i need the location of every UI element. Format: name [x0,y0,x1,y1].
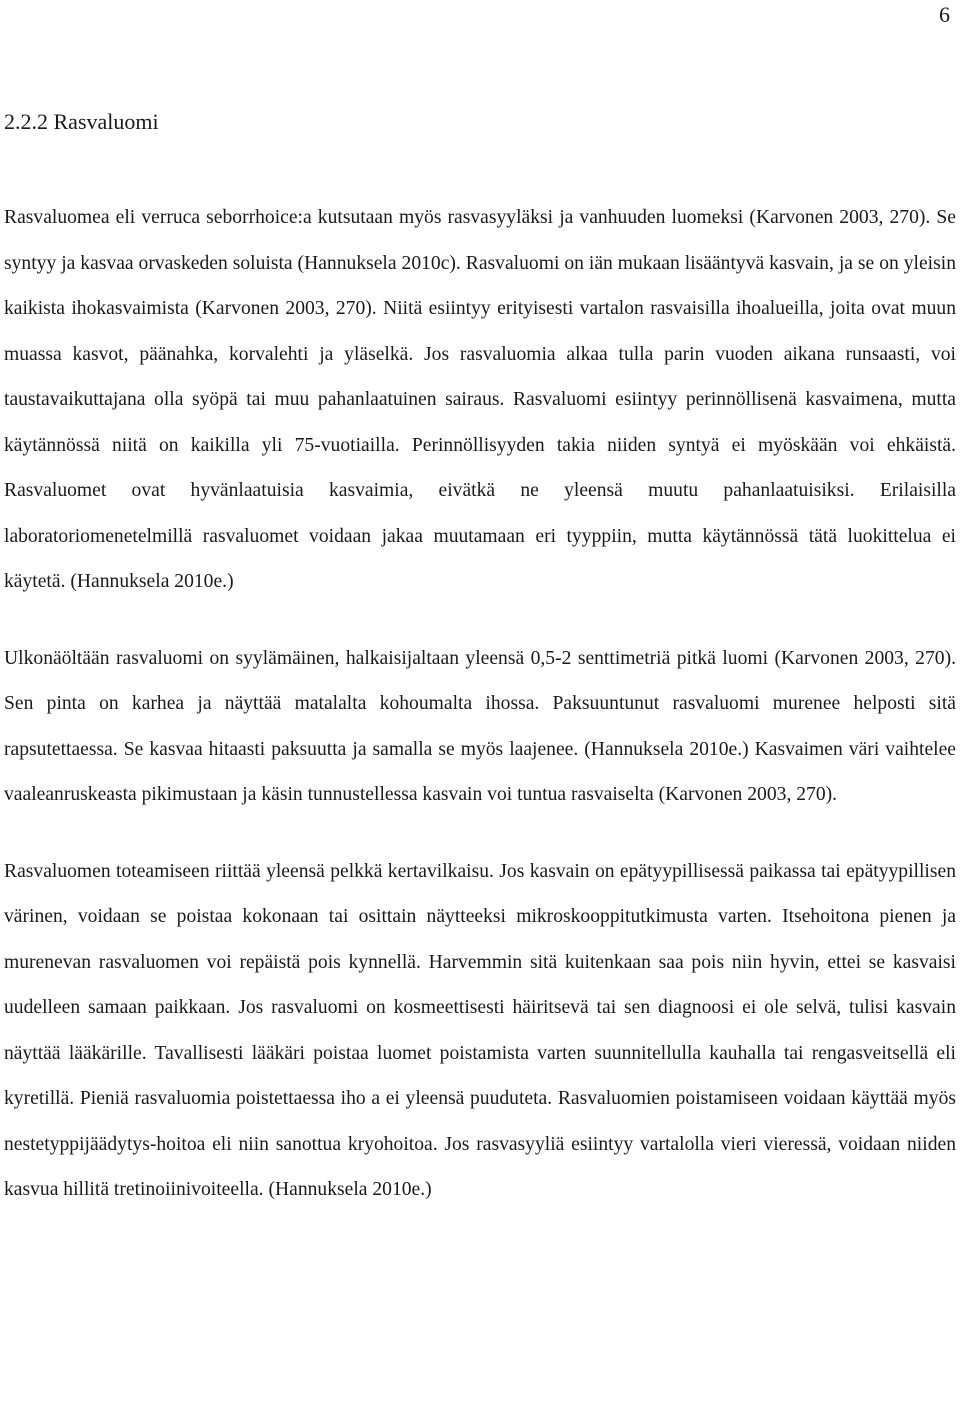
page-number: 6 [939,2,950,27]
body-text [4,195,956,1213]
paragraph-2: Ulkonäöltään rasvaluomi on syylämäinen, halkaisijaltaan yleensä 0,5-2 senttimetriä pitkä luomi (Karvonen 2003, 270). Sen pinta on karhea ja näyttää matalalta kohoumalta ihossa. Paksuuntunut rasvaluomi murenee helposti sitä rapsutettaessa. Se kasvaa hitaasti paksuutta ja samalla se myös laajenee. (Hannuksela 2010e.) Kasvaimen väri vaihtelee vaaleanruskeasta pikimustaan ja käsin tunnustellessa kasvain voi tuntua rasvaiselta (Karvonen 2003, 270). [4,647,956,805]
paragraph-3: Rasvaluomen toteamiseen riittää yleensä pelkkä kertavilkaisu. Jos kasvain on epätyypillisessä paikassa tai epätyypillisen värinen, voidaan se poistaa kokonaan tai osittain näytteeksi mikroskooppitutkimusta varten. Itsehoitona pienen ja murenevan rasvaluomen voi repäistä pois kynnellä. Harvemmin sitä kuitenkaan saa pois niin hyvin, ettei se kasvaisi uudelleen samaan paikkaan. Jos rasvaluomi on kosmeettisesti häiritsevä tai sen diagnoosi ei ole selvä, tulisi kasvain näyttää lääkärille. Tavallisesti lääkäri poistaa luomet poistamista varten suunnitellulla kauhalla tai rengasveitsellä eli kyretillä. Pieniä rasvaluomia poistettaessa iho a ei yleensä puuduteta. Rasvaluomien poistamiseen voidaan käyttää myös nestetyppijäädytys-hoitoa eli niin sanottua kryohoitoa. Jos rasvasyyliä esiintyy vartalolla vieri vieressä, voidaan niiden kasvua hillitä tretinoiinivoiteella. (Hannuksela 2010e.) [4,860,956,1200]
section-heading: 2.2.2 Rasvaluomi [4,109,159,134]
paragraph-1: Rasvaluomea eli verruca seborrhoice:a kutsutaan myös rasvasyyläksi ja vanhuuden luomeksi (Karvonen 2003, 270). Se syntyy ja kasvaa orvaskeden soluista (Hannuksela 2010c). Rasvaluomi on iän mukaan lisääntyvä kasvain, ja se on yleisin kaikista ihokasvaimista (Karvonen 2003, 270). Niitä esiintyy erityisesti vartalon rasvaisilla ihoalueilla, joita ovat muun muassa kasvot, päänahka, korvalehti ja yläselkä. Jos rasvaluomia alkaa tulla parin vuoden aikana runsaasti, voi taustavaikuttajana olla syöpä tai muu pahanlaatuinen sairaus. Rasvaluomi esiintyy perinnöllisenä kasvaimena, mutta käytännössä niitä on kaikilla yli 75-vuotiailla. Perinnöllisyyden takia niiden syntyä ei myöskään voi ehkäistä. Rasvaluomet ovat hyvänlaatuisia kasvaimia, eivätkä ne yleensä muutu pahanlaatuisiksi. Erilaisilla laboratoriomenetelmillä rasvaluomet voidaan jakaa muutamaan eri tyyppiin, mutta käytännössä tätä luokittelua ei käytetä. (Hannuksela 2010e.) [4,207,956,592]
